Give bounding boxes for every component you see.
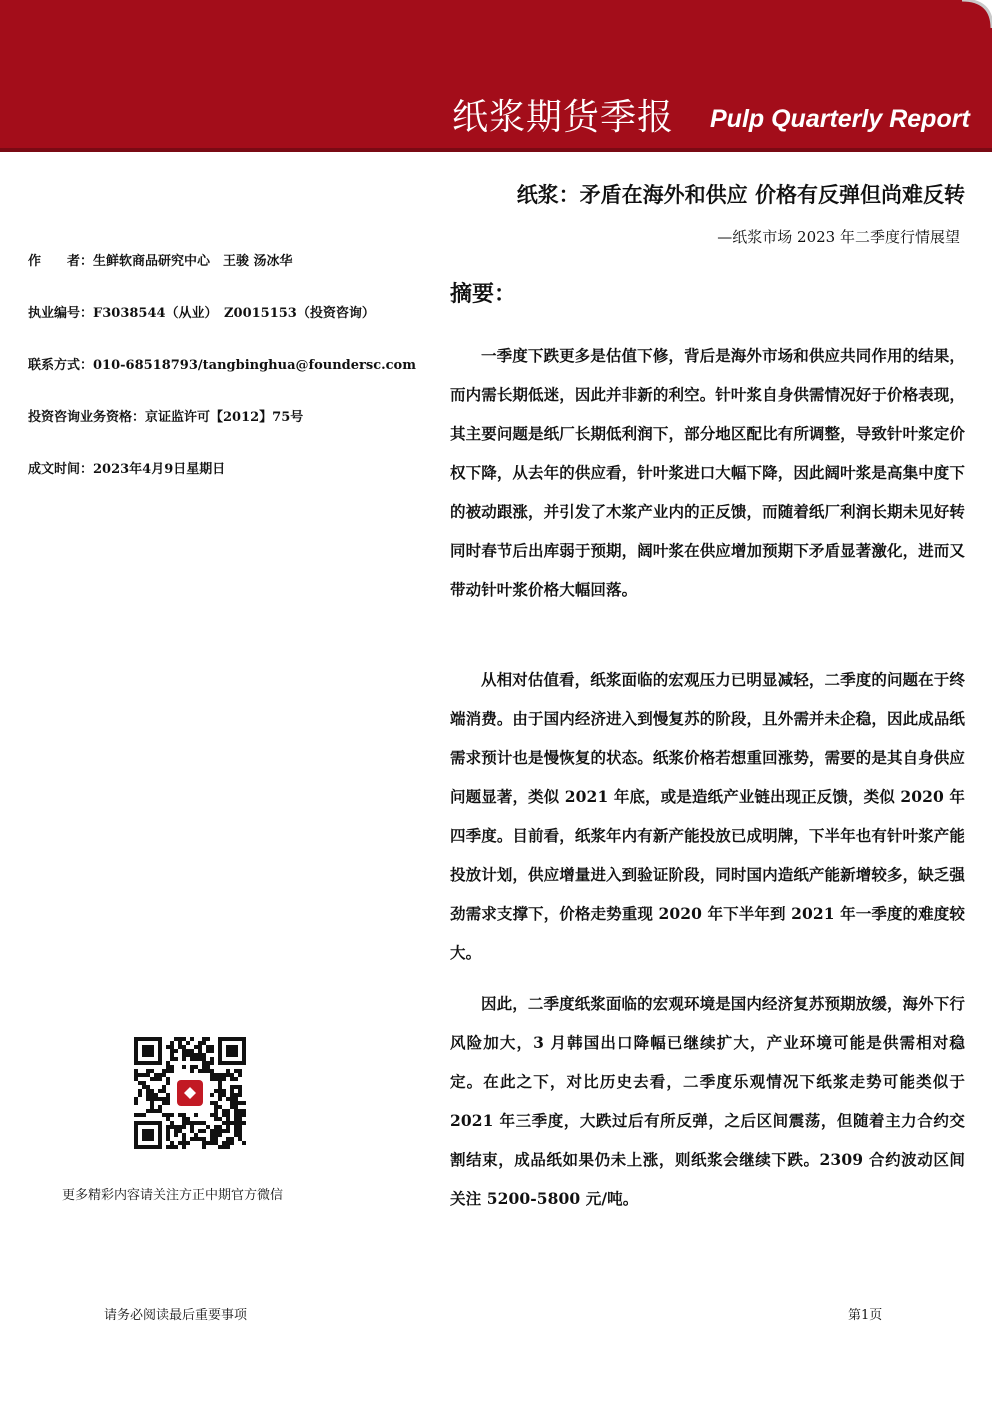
footer-disclaimer: 请务必阅读最后重要事项: [104, 1308, 248, 1323]
meta-author: 作 者：生鲜软商品研究中心 王骏 汤冰华: [28, 254, 293, 269]
report-title-cn: 纸浆期货季报: [452, 97, 675, 138]
report-title-en: Pulp Quarterly Report: [710, 105, 970, 133]
summary-paragraph: 因此，二季度纸浆面临的宏观环境是国内经济复苏预期放缓，海外下行风险加大，3 月韩国出口降幅已继续扩大，产业环境可能是供需相对稳定。在此之下，对比历史去看，二季度乐观情况下纸浆走势可能类似于 2021 年三季度，大跌过后有所反弹，之后区间震荡，但随着主力合约交割结束，成品纸如果仍未上涨，则纸浆会继续下跌。2309 合约波动区间关注 5200-5800 元/吨。: [450, 994, 965, 1208]
headline: 纸浆：矛盾在海外和供应 价格有反弹但尚难反转: [516, 183, 965, 207]
meta-license: 执业编号：F3038544（从业） Z0015153（投资咨询）: [28, 306, 375, 321]
summary-title: 摘要：: [450, 282, 517, 307]
meta-date: 成文时间：2023年4月9日星期日: [28, 462, 226, 477]
subheadline: —纸浆市场 2023 年二季度行情展望: [717, 228, 960, 246]
summary-paragraph: 一季度下跌更多是估值下修，背后是海外市场和供应共同作用的结果，而内需长期低迷，因此并非新的利空。针叶浆自身供需情况好于价格表现，其主要问题是纸厂长期低利润下，部分地区配比有所调整，导致针叶浆定价权下降，从去年的供应看，针叶浆进口大幅下降，因此阔叶浆是高集中度下的被动跟涨，并引发了木浆产业内的正反馈，而随着纸厂利润长期未见好转同时春节后出库弱于预期，阔叶浆在供应增加预期下矛盾显著激化，进而又带动针叶浆价格大幅回落。: [450, 346, 965, 599]
summary-paragraph: 从相对估值看，纸浆面临的宏观压力已明显减轻，二季度的问题在于终端消费。由于国内经济进入到慢复苏的阶段，且外需并未企稳，因此成品纸需求预计也是慢恢复的状态。纸浆价格若想重回涨势，需要的是其自身供应问题显著，类似 2021 年底，或是造纸产业链出现正反馈，类似 2020 年四季度。目前看，纸浆年内有新产能投放已成明牌，下半年也有针叶浆产能投放计划，供应增量进入到验证阶段，同时国内造纸产能新增较多，缺乏强劲需求支撑下，价格走势重现 2020 年下半年到 2021 年一季度的难度较大。: [450, 670, 965, 962]
meta-contact: 联系方式：010-68518793/tangbinghua@foundersc.com: [28, 358, 416, 373]
meta-qualification: 投资咨询业务资格：京证监许可【2012】75号: [28, 410, 304, 425]
wechat-qr-code: [134, 1037, 246, 1149]
qr-caption: 更多精彩内容请关注方正中期官方微信: [62, 1188, 284, 1203]
header-banner: [0, 0, 992, 152]
page-number: 第1页: [848, 1308, 883, 1323]
